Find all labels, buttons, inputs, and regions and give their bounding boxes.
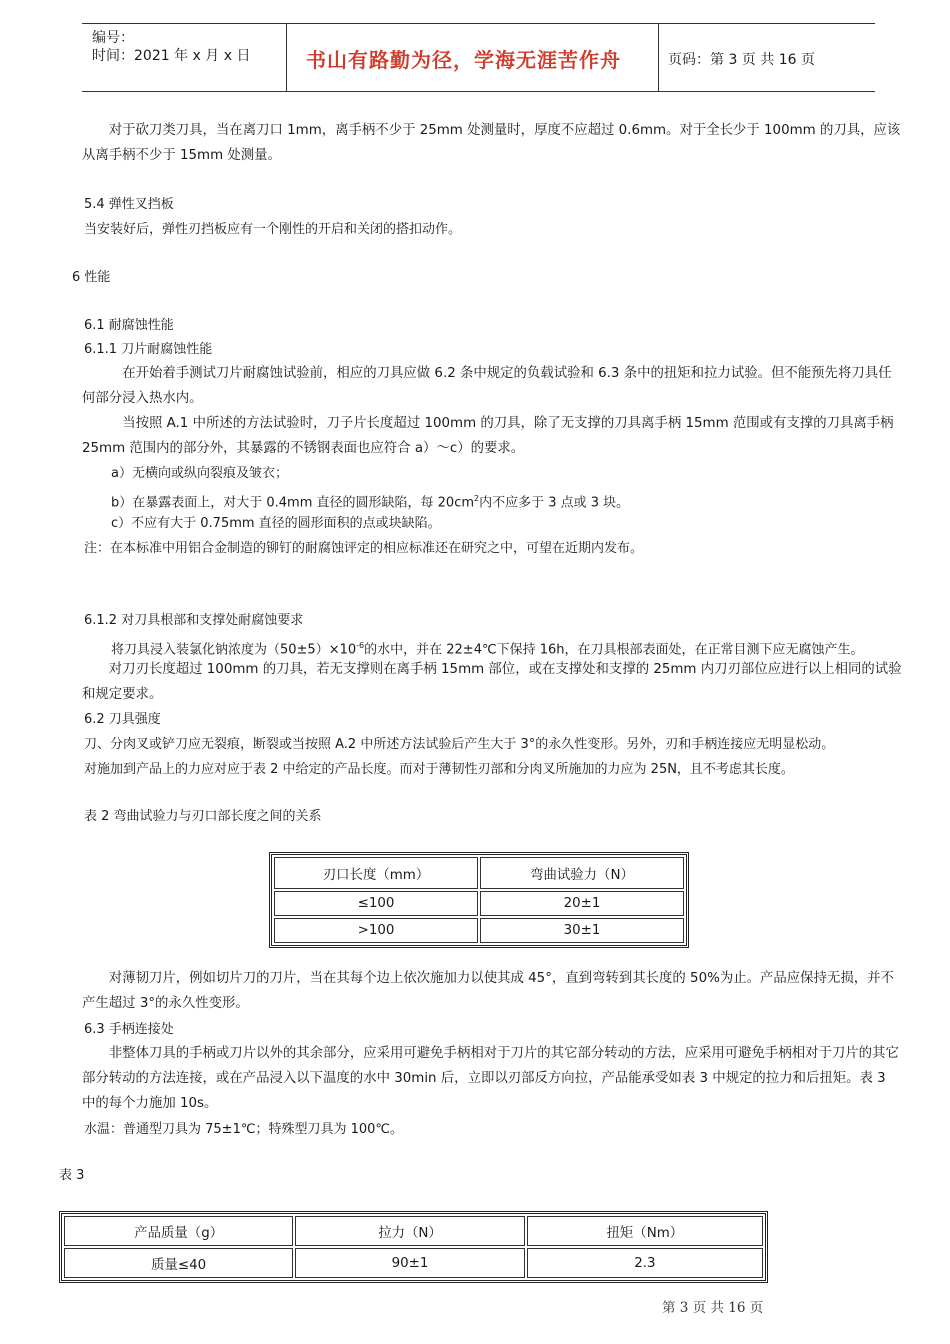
table-3-cell: 2.3	[527, 1248, 763, 1278]
table-2-caption: 表 2 弯曲试验力与刃口部长度之间的关系	[84, 809, 322, 824]
section-5-4-title: 5.4 弹性叉挡板	[84, 197, 174, 212]
header-divider-right	[658, 23, 659, 91]
table-2-header-row	[274, 857, 684, 889]
list-item-c: c）不应有大于 0.75mm 直径的圆形面积的点或块缺陷。	[111, 516, 441, 531]
section-6-1-title: 6.1 耐腐蚀性能	[84, 318, 174, 333]
paragraph-chopper: 对于砍刀类刀具，当在离刀口 1mm，离手柄不少于 25mm 处测量时，厚度不应超过 0.6mm。对于全长少于 100mm 的刀具，应该从离手柄不少于 15mm 处测量。	[82, 123, 901, 163]
header-divider-left	[286, 23, 287, 91]
table-3-header-row	[64, 1216, 763, 1246]
note: 注：在本标准中用铝合金制造的铆钉的耐腐蚀评定的相应标准还在研究之中，可望在近期内发布。	[84, 541, 644, 556]
table-2-cell: >100	[274, 918, 478, 943]
section-6-2-paragraph-1: 刀、分肉叉或铲刀应无裂痕，断裂或当按照 A.2 中所述方法试验后产生大于 3°的永久性变形。另外，刃和手柄连接应无明显松动。	[84, 737, 835, 752]
table-2	[269, 852, 689, 948]
table-2-cell: 30±1	[480, 918, 684, 943]
page-footer: 第 3 页 共 16 页	[662, 1300, 764, 1316]
section-6-2-paragraph-2: 对施加到产品上的力应对应于表 2 中给定的产品长度。而对于薄韧性刃部和分肉叉所施加的力应为 25N，且不考虑其长度。	[84, 762, 794, 777]
section-5-4-text: 当安装好后，弹性刃挡板应有一个刚性的开启和关闭的搭扣动作。	[84, 222, 462, 237]
table-2-cell: 20±1	[480, 891, 684, 916]
table-2-row	[274, 891, 684, 916]
section-6-2-title: 6.2 刀具强度	[84, 712, 161, 727]
table-3-header-cell: 拉力（N）	[295, 1216, 524, 1246]
section-6-1-1-paragraph-1: 在开始着手测试刀片耐腐蚀试验前，相应的刀具应做 6.2 条中规定的负载试验和 6.3 条中的扭矩和拉力试验。但不能预先将刀具任何部分浸入热水内。	[82, 366, 892, 406]
table-2-row	[274, 918, 684, 943]
list-item-a: a）无横向或纵向裂痕及皱衣；	[111, 466, 288, 481]
table-3-cell: 质量≤40	[64, 1248, 293, 1278]
section-6-3-paragraph-1: 非整体刀具的手柄或刀片以外的其余部分，应采用可避免手柄相对于刀片的其它部分转动的方法，应采用可避免手柄相对于刀片的其它部分转动的方法连接，或在产品浸入以下温度的水中 30min 后，立即以刃部反方向拉，产品能承受如表 3 中规定的拉力和后扭矩。表 3 中的每个力施加 10s。	[82, 1046, 899, 1111]
table-3-row	[64, 1248, 763, 1278]
section-6-1-1-title: 6.1.1 刀片耐腐蚀性能	[84, 342, 213, 357]
header-time: 时间：2021 年 x 月 x 日	[92, 48, 251, 64]
header-bottom-rule	[82, 91, 875, 92]
header-page-info: 页码：第 3 页 共 16 页	[668, 52, 815, 68]
section-6-1-1-paragraph-2: 当按照 A.1 中所述的方法试验时，刀子片长度超过 100mm 的刀具，除了无支撑的刀具离手柄 15mm 范围或有支撑的刀具离手柄 25mm 范围内的部分外，其暴露的不锈钢表面也应符合 a）～c）的要求。	[82, 416, 894, 456]
table-3-cell: 90±1	[295, 1248, 524, 1278]
table-2-header-cell: 弯曲试验力（N）	[480, 857, 684, 889]
table-2-cell: ≤100	[274, 891, 478, 916]
header-motto: 书山有路勤为径，学海无涯苦作舟	[306, 48, 621, 72]
table-2-header-cell: 刃口长度（mm）	[274, 857, 478, 889]
header-top-rule	[82, 23, 875, 24]
table-3-header-cell: 扭矩（Nm）	[527, 1216, 763, 1246]
section-6-1-2-paragraph-1: 将刀具浸入装氯化钠浓度为$(50\pm 5)\times 10^{-6}$的水中，并在 22±4℃下保持 16h，在刀具根部表面处，在正常目测下应无腐蚀产生。	[111, 641, 864, 658]
section-6-1-2-title: 6.1.2 对刀具根部和支撑处耐腐蚀要求	[84, 613, 304, 628]
table-3-header-cell: 产品质量（g）	[64, 1216, 293, 1246]
section-6-1-2-paragraph-2: 对刀刃长度超过 100mm 的刀具，若无支撑则在离手柄 15mm 部位，或在支撑处和支撑的 25mm 内刀刃部位应进行以上相同的试验和规定要求。	[82, 662, 902, 702]
section-6-title: 6 性能	[72, 270, 111, 285]
table-3-caption: 表 3	[59, 1168, 85, 1183]
table-3	[59, 1211, 768, 1283]
thin-blade-paragraph: 对薄韧刀片，例如切片刀的刀片，当在其每个边上依次施加力以使其成 45°，直到弯转到其长度的 50%为止。产品应保持无损，并不产生超过 3°的永久性变形。	[82, 971, 894, 1011]
section-6-3-water-temp: 水温：普通型刀具为 75±1℃；特殊型刀具为 100℃。	[84, 1122, 403, 1137]
header-number-label: 编号：	[92, 30, 134, 46]
list-item-b: b）在暴露表面上，对大于 0.4mm 直径的圆形缺陷，每 $20cm^2$内不应多于 3 点或 3 块。	[111, 494, 630, 511]
section-6-3-title: 6.3 手柄连接处	[84, 1022, 174, 1037]
